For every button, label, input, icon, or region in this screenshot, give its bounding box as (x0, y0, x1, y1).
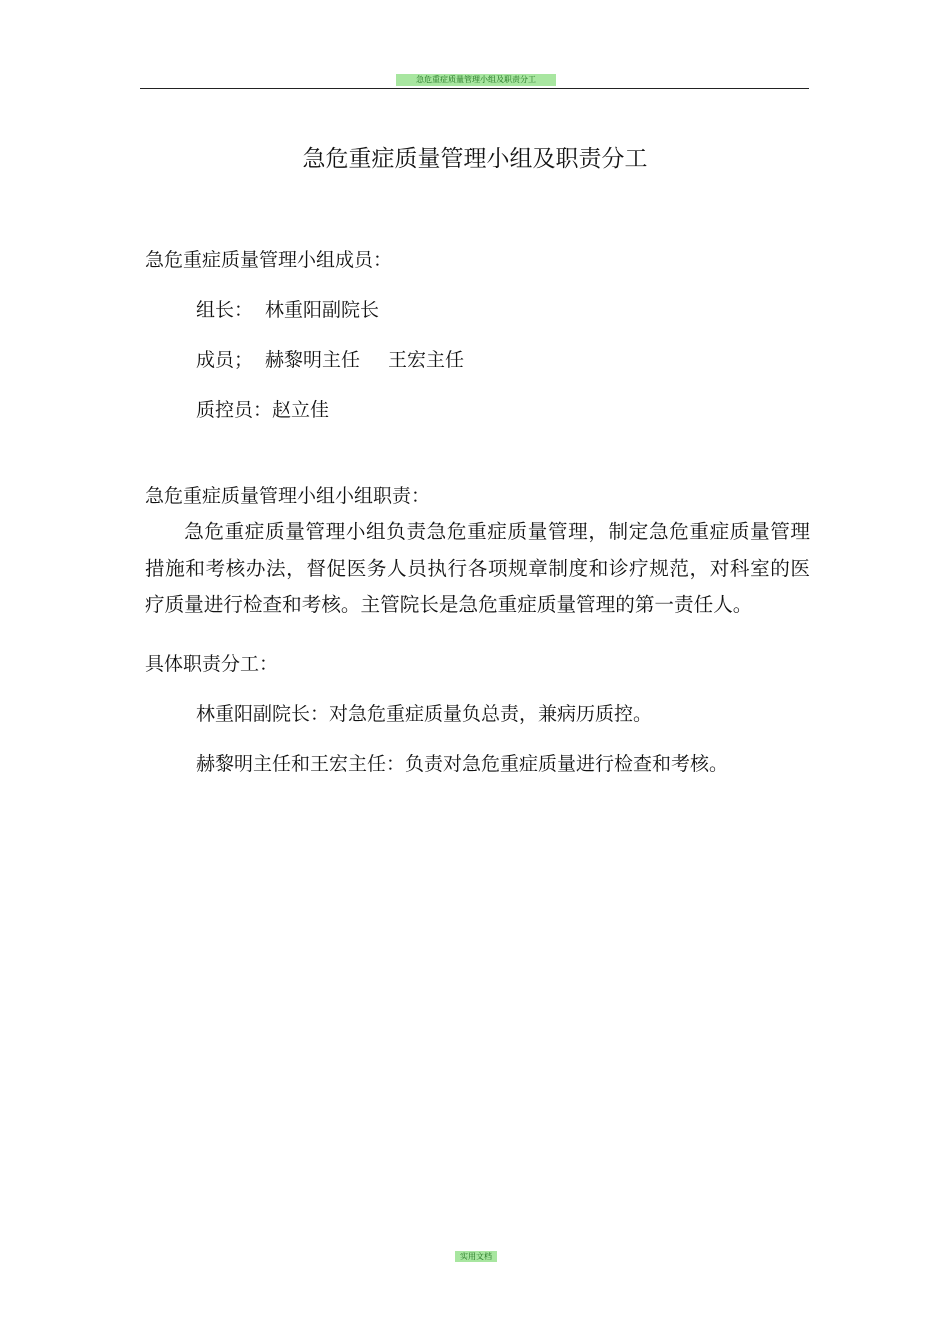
qc-label: 质控员： (196, 399, 273, 421)
duties-heading: 急危重症质量管理小组小组职责： (145, 485, 431, 507)
footer-text: 实用文档 (455, 1251, 497, 1262)
division-heading: 具体职责分工： (145, 653, 279, 675)
qc-name: 赵立佳 (272, 399, 330, 421)
member-name-2: 王宏主任 (388, 349, 465, 371)
leader-line (196, 296, 379, 324)
header-text: 急危重症质量管理小组及职责分工 (396, 74, 556, 86)
qc-line (196, 396, 329, 424)
duties-paragraph: 急危重症质量管理小组负责急危重症质量管理，制定急危重症质量管理措施和考核办法，督促医务人员执行各项规章制度和诊疗规范，对科室的医疗质量进行检查和考核。主管院长是急危重症质量管理的第一责任人。 (145, 520, 810, 616)
member-name-1: 赫黎明主任 (265, 349, 361, 371)
members-line (196, 346, 464, 374)
leader-label: 组长： (196, 299, 254, 321)
division-item: 林重阳副院长：对急危重症质量负总责，兼病历质控。 (196, 703, 653, 725)
members-label: 成员； (196, 349, 254, 371)
division-item: 赫黎明主任和王宏主任：负责对急危重症质量进行检查和考核。 (196, 753, 729, 775)
members-heading: 急危重症质量管理小组成员： (145, 249, 393, 271)
header-divider (140, 88, 809, 89)
document-title: 急危重症质量管理小组及职责分工 (302, 146, 648, 172)
leader-name: 林重阳副院长 (265, 299, 380, 321)
